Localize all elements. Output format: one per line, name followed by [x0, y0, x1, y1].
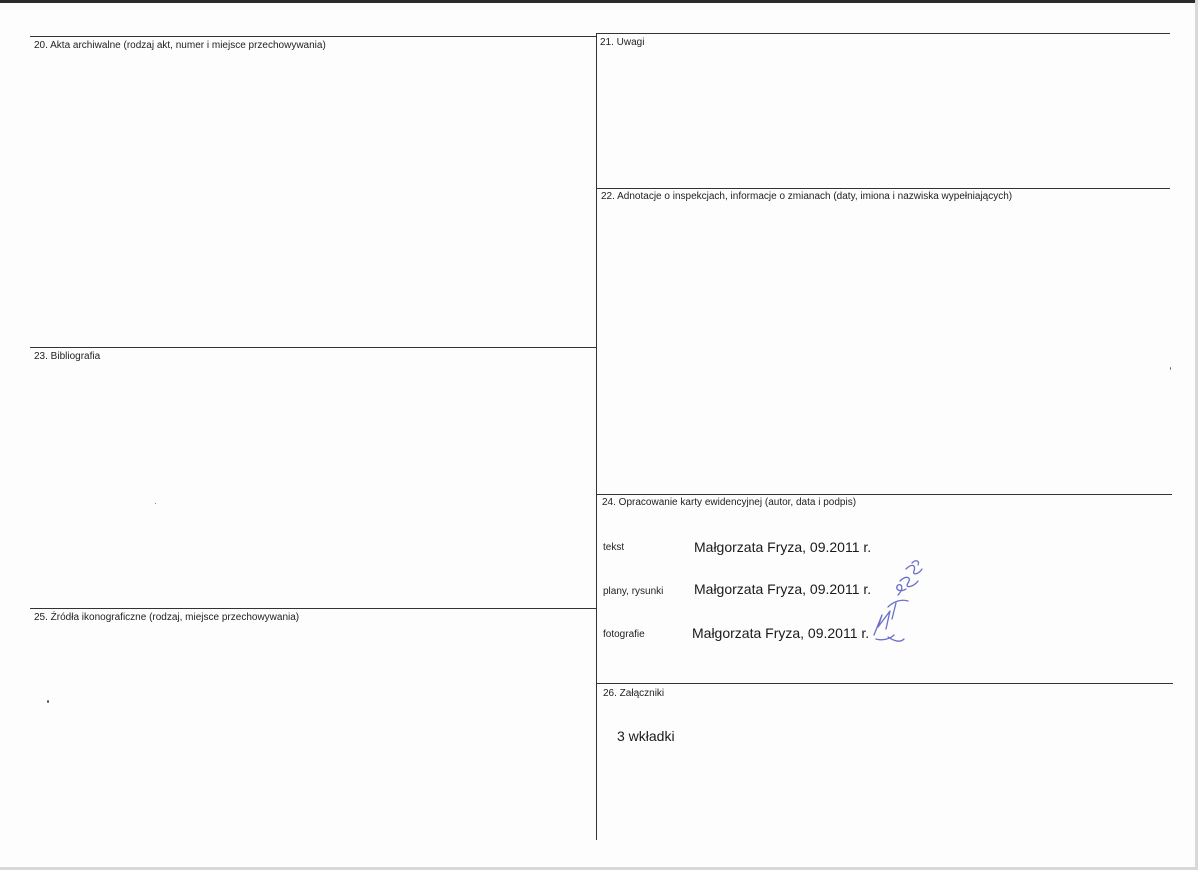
author-photos-value: Małgorzata Fryza, 09.2011 r.	[692, 625, 870, 641]
rule-field-24	[596, 494, 1172, 495]
role-text-label: tekst	[603, 542, 625, 553]
field-25-label: 25. Źródła ikonograficzne (rodzaj, miejsce przechowywania)	[34, 612, 300, 623]
scan-speck	[155, 503, 156, 504]
role-plans-label: plany, rysunki	[603, 586, 664, 597]
attachments-value: 3 wkładki	[617, 728, 675, 744]
author-plans-value: Małgorzata Fryza, 09.2011 r.	[694, 581, 872, 597]
field-26-label: 26. Załączniki	[603, 688, 665, 699]
rule-field-25	[30, 608, 596, 609]
field-21-label: 21. Uwagi	[600, 37, 645, 48]
handwritten-signature	[868, 555, 928, 645]
scan-speck	[47, 700, 49, 703]
rule-top-right	[596, 33, 1170, 34]
field-24-label: 24. Opracowanie karty ewidencyjnej (autor, data i podpis)	[602, 497, 857, 508]
rule-field-22	[596, 188, 1170, 189]
column-divider	[596, 33, 597, 840]
author-text-value: Małgorzata Fryza, 09.2011 r.	[694, 539, 872, 555]
role-photos-label: fotografie	[603, 629, 645, 640]
field-22-label: 22. Adnotacje o inspekcjach, informacje o zmianach (daty, imiona i nazwiska wypełniających)	[601, 191, 1013, 202]
scan-speck	[1170, 367, 1171, 370]
rule-top-left	[30, 36, 596, 37]
rule-field-26	[596, 683, 1173, 684]
field-23-label: 23. Bibliografia	[34, 351, 101, 362]
rule-field-23	[30, 347, 596, 348]
field-20-label: 20. Akta archiwalne (rodzaj akt, numer i miejsce przechowywania)	[34, 40, 326, 51]
